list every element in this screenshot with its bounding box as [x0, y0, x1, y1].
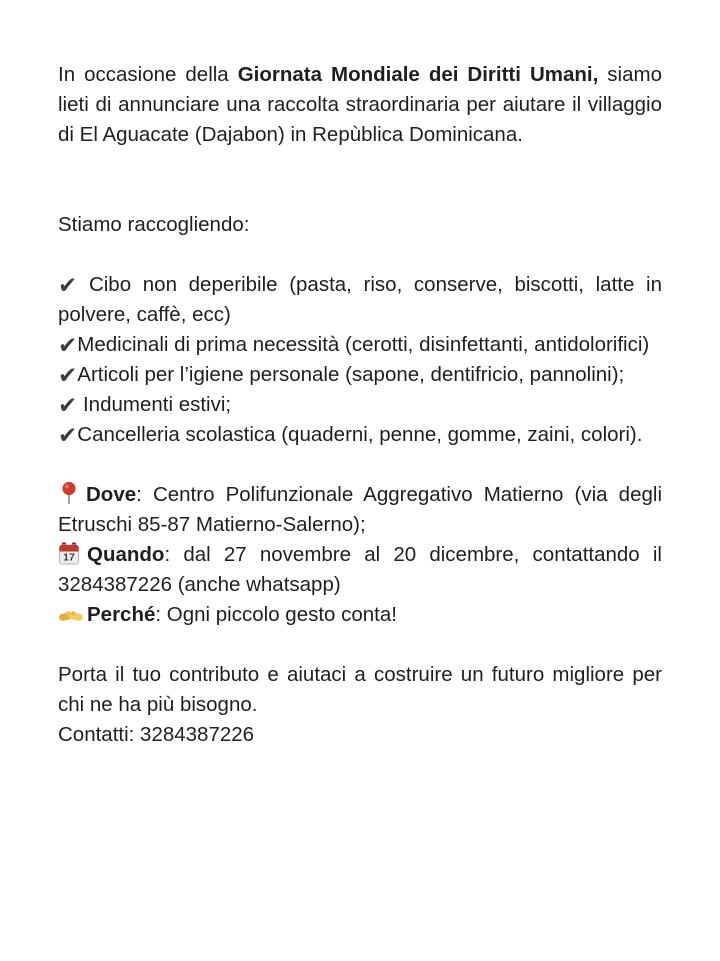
check-icon: ✔ [58, 273, 78, 299]
checklist-item-text: Indumenti estivi; [77, 393, 232, 416]
checklist [58, 270, 662, 450]
check-icon: ✔ [58, 333, 78, 359]
perche-text: : Ogni piccolo gesto conta! [155, 603, 397, 626]
checklist-item [58, 390, 662, 420]
checklist-item [58, 420, 662, 450]
check-icon: ✔ [58, 363, 78, 389]
checklist-item-text: Cibo non deperibile (pasta, riso, conserve, biscotti, latte in polvere, caffè, ecc) [58, 273, 662, 326]
checklist-item-text: Medicinali di prima necessità (cerotti, disinfettanti, antidolorifici) [77, 333, 650, 356]
handshake-icon [58, 607, 84, 625]
svg-text:17: 17 [63, 551, 75, 564]
checklist-item-text: Cancelleria scolastica (quaderni, penne, gomme, zaini, colori). [77, 423, 643, 446]
dove-text: : Centro Polifunzionale Aggregativo Matierno (via degli Etruschi 85-87 Matierno-Salerno); [58, 483, 662, 536]
intro-text-pre: In occasione della [58, 63, 238, 86]
info-block [58, 480, 662, 630]
quando-text: : dal 27 novembre al 20 dicembre, contattando il 3284387226 (anche whatsapp) [58, 543, 662, 596]
dove-line [58, 480, 662, 540]
intro-paragraph [58, 60, 662, 150]
round-pushpin-icon [60, 481, 78, 505]
checklist-item [58, 270, 662, 330]
checklist-item-text: Articoli per l’igiene personale (sapone, dentifricio, pannolini); [77, 363, 625, 386]
check-icon: ✔ [58, 393, 78, 419]
closing-paragraph: Porta il tuo contributo e aiutaci a costruire un futuro migliore per chi ne ha più bisogno. [58, 663, 662, 716]
perche-label: Perché [87, 603, 156, 626]
checklist-item [58, 360, 662, 390]
checklist-item [58, 330, 662, 360]
contacts-line: Contatti: 3284387226 [58, 723, 255, 746]
intro-text-post: siamo lieti di annunciare una raccolta straordinaria per aiutare il villaggio di El Aguacate (Dajabon) in Repùblica Dominicana. [58, 63, 662, 146]
intro-title: Giornata Mondiale dei Diritti Umani, [237, 63, 599, 86]
quando-line [58, 540, 662, 600]
closing-block [58, 660, 662, 750]
check-icon: ✔ [58, 423, 78, 449]
collecting-heading: Stiamo raccogliendo: [58, 213, 250, 236]
calendar-icon [58, 542, 80, 565]
quando-label: Quando [87, 543, 165, 566]
perche-line [58, 600, 662, 630]
dove-label: Dove [86, 483, 137, 506]
